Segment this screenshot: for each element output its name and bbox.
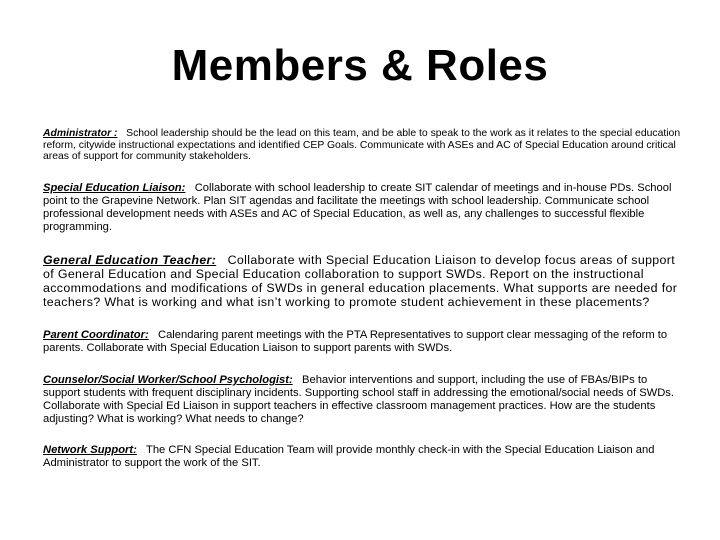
- role-label: Parent Coordinator:: [43, 329, 149, 341]
- role-general-education-teacher: [43, 253, 683, 309]
- role-special-education-liaison: [43, 182, 683, 234]
- role-description: School leadership should be the lead on this team, and be able to speak to the work as it relates to the special education reform, citywide instructional expectations and identified CEP Goals. Communicate with ASEs and AC of Special Education around critical areas of support for community stakeholders.: [43, 128, 681, 163]
- role-label: Network Support:: [43, 444, 137, 456]
- role-description: Collaborate with school leadership to create SIT calendar of meetings and in-house PDs. School point to the Grapevine Network. Plan SIT agendas and facilitate the meetings with school leadership. Communicate school professional development needs with ASEs and AC of Special Education, as well as, any challenges to successful flexible programming.: [43, 182, 672, 233]
- role-administrator: [43, 128, 683, 163]
- role-label: Counselor/Social Worker/School Psychologist:: [43, 374, 293, 386]
- role-description: Behavior interventions and support, including the use of FBAs/BIPs to support students with frequent disciplinary incidents. Supporting school staff in addressing the emotional/social needs of SWDs. Collaborate with Special Ed Liaison in support teachers in effective classroom management practices. How are the students adjusting? What is working? What needs to change?: [43, 374, 674, 425]
- slide-title: Members & Roles: [171, 41, 549, 90]
- role-description: Calendaring parent meetings with the PTA Representatives to support clear messaging of the reform to parents. Collaborate with Special Education Liaison to support parents with SWDs.: [43, 329, 668, 354]
- role-description: Collaborate with Special Education Liaison to develop focus areas of support of General Education and Special Education collaboration to support SWDs. Report on the instructional accommodations and modifications of SWDs in general education placements. What supports are needed for teachers? What is working and what isn’t working to promote student achievement in these placements?: [43, 253, 678, 309]
- role-label: Administrator :: [43, 128, 118, 139]
- role-label: Special Education Liaison:: [43, 182, 186, 194]
- role-description: The CFN Special Education Team will provide monthly check-in with the Special Education Liaison and Administrator to support the work of the SIT.: [43, 444, 655, 469]
- role-network-support: [43, 444, 683, 470]
- role-label: General Education Teacher:: [43, 253, 217, 267]
- role-parent-coordinator: [43, 329, 683, 355]
- role-counselor-social-worker-psychologist: [43, 374, 683, 426]
